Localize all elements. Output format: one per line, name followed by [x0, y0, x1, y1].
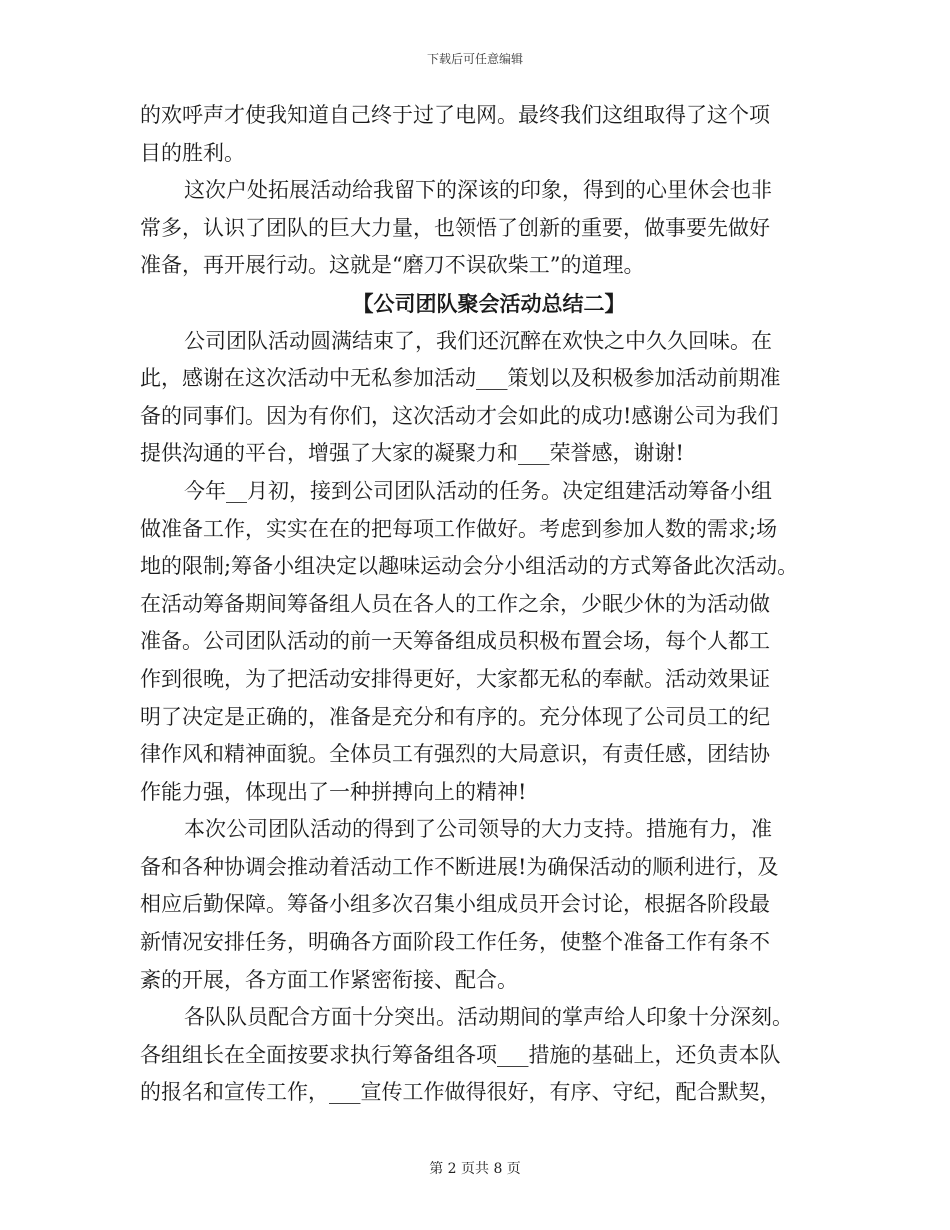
text-line: 备的同事们。因为有你们，这次活动才会如此的成功!感谢公司为我们 — [140, 403, 779, 428]
text-line: 此，感谢在这次活动中无私参加活动___策划以及积极参加活动前期准 — [140, 366, 781, 391]
text-line: 的欢呼声才使我知道自己终于过了电网。最终我们这组取得了这个项 — [140, 103, 770, 127]
paragraph-start: 这次户处拓展活动给我留下的深该的印象，得到的心里休会也非 — [184, 178, 772, 203]
text-line: 新情况安排任务，明确各方面阶段工作任务，使整个准备工作有条不 — [140, 930, 770, 955]
document-body — [140, 97, 820, 1112]
paragraph-start: 各队队员配合方面十分突出。活动期间的掌声给人印象十分深刻。 — [184, 1005, 793, 1030]
page-number: 第 2 页共 8 页 — [429, 1161, 521, 1177]
text-line: 律作风和精神面貌。全体员工有强烈的大局意识，有责任感，团结协 — [140, 742, 770, 767]
paragraph-start: 今年__月初，接到公司团队活动的任务。决定组建活动筹备小组 — [184, 478, 772, 503]
text-line: 常多，认识了团队的巨大力量，也领悟了创新的重要，做事要先做好 — [140, 215, 770, 240]
paragraph-start: 公司团队活动圆满结束了，我们还沉醉在欢快之中久久回味。在 — [184, 328, 772, 353]
text-line: 在活动筹备期间筹备组人员在各人的工作之余，少眠少休的为活动做 — [140, 591, 770, 616]
text-line: 明了决定是正确的，准备是充分和有序的。充分体现了公司员工的纪 — [140, 704, 770, 729]
text-line: 做准备工作，实实在在的把每项工作做好。考虑到参加人数的需求;场 — [140, 516, 778, 541]
text-line: 的报名和宣传工作，___宣传工作做得很好，有序、守纪，配合默契， — [140, 1080, 781, 1105]
text-line: 相应后勤保障。筹备小组多次召集小组成员开会讨论，根据各阶段最 — [140, 892, 770, 917]
text-line: 紊的开展，各方面工作紧密衔接、配合。 — [140, 967, 518, 992]
text-line: 各组组长在全面按要求执行筹备组各项___措施的基础上，还负责本队 — [140, 1042, 781, 1067]
page-header-note: 下载后可任意编辑 — [426, 52, 523, 66]
text-line: 准备，再开展行动。这就是“磨刀不误砍柴工”的道理。 — [140, 253, 645, 278]
text-line: 作到很晚，为了把活动安排得更好，大家都无私的奉献。活动效果证 — [140, 666, 770, 691]
text-line: 地的限制;筹备小组决定以趣味运动会分小组活动的方式筹备此次活动。 — [140, 554, 799, 579]
text-line: 作能力强，体现出了一种拼搏向上的精神! — [140, 779, 527, 804]
section-heading: 【公司团队聚会活动总结二】 — [352, 290, 626, 316]
text-line: 备和各种协调会推动着活动工作不断进展!为确保活动的顺利进行，及 — [140, 854, 779, 879]
paragraph-start: 本次公司团队活动的得到了公司领导的大力支持。措施有力，准 — [184, 817, 772, 842]
text-line: 提供沟通的平台，增强了大家的凝聚力和___荣誉感，谢谢! — [140, 441, 684, 466]
text-line: 目的胜利。 — [140, 140, 245, 165]
text-line: 准备。公司团队活动的前一天筹备组成员积极布置会场，每个人都工 — [140, 629, 770, 654]
